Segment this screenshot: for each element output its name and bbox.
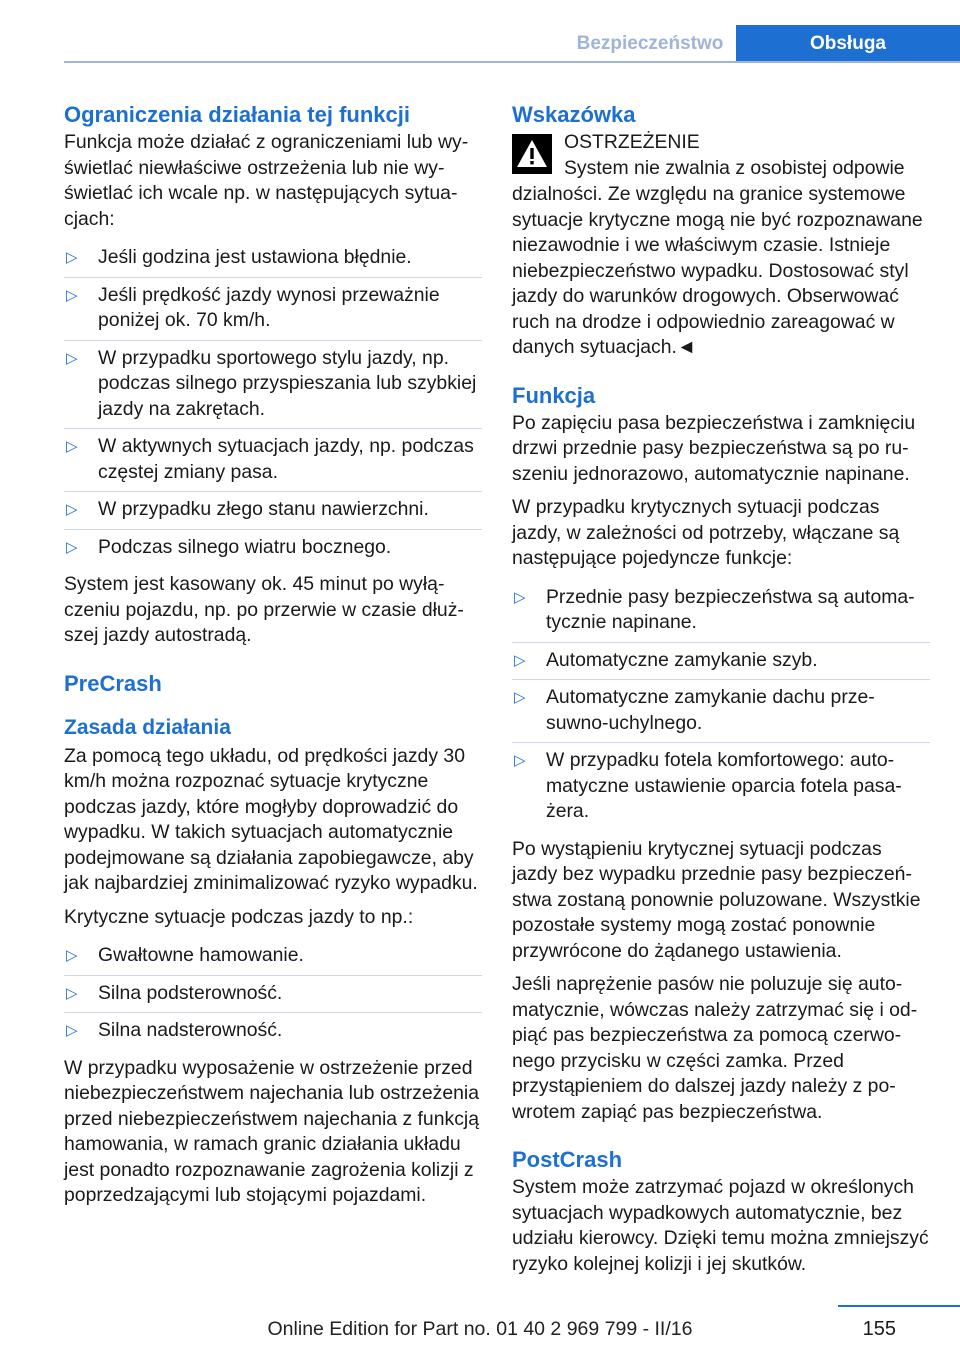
heading-limits: Ograniczenia działania tej funkcji xyxy=(64,102,410,127)
warning-box xyxy=(512,130,930,182)
header-divider xyxy=(64,61,960,63)
page-number-rule xyxy=(838,1305,960,1307)
triangle-bullet-icon: ▷ xyxy=(514,689,526,706)
triangle-bullet-icon: ▷ xyxy=(514,651,526,669)
triangle-bullet-icon: ▷ xyxy=(66,538,78,556)
list-item: ▷ Jeśli godzina jest ustawiona błędnie. xyxy=(64,240,482,278)
triangle-bullet-icon: ▷ xyxy=(514,752,526,769)
critical-list xyxy=(64,938,482,1050)
paragraph-release-belt: Jeśli naprężenie pasów nie poluzuje się automatycznie, wówczas należy zatrzymać się i odpiąć pas bezpieczeństwa za pomocą czerwonego przycisku w części zamka. Przed przystąpieniem do dalszej jazdy należy z powrotem zapiąć pas bezpieczeństwa. xyxy=(512,973,918,1123)
list-item: ▷ W przypadku fotela komfortowego: automatyczne ustawienie oparcia fotela pasażera. xyxy=(514,749,902,822)
list-item: ▷ Jeśli prędkość jazdy wynosi przeważnie poniżej ok. 70 km/h. xyxy=(64,278,482,341)
triangle-bullet-icon: ▷ xyxy=(66,438,78,455)
triangle-bullet-icon: ▷ xyxy=(66,1022,78,1039)
triangle-bullet-icon: ▷ xyxy=(66,501,78,518)
warning-text: dzialności. Ze względu na granice systemowe sytuacje krytyczne mogą nie być rozpoznawane niezawodnie i we właściwym czasie. Istnieje niebezpieczeństwo wypadku. Dostosować styl jazdy do warunków drogowych. Obserwować ruch na drodze i odpowiednio zareagować w danych sytuacjach.◄ xyxy=(512,183,923,358)
heading-postcrash: PostCrash xyxy=(512,1147,623,1172)
list-item: ▷ Silna nadsterowność. xyxy=(64,1013,482,1050)
list-item: ▷ W przypadku sportowego stylu jazdy, np. podczas silnego przyspieszania lub szybkiej jazdy na zakrętach. xyxy=(64,341,482,430)
paragraph-function: Po zapięciu pasa bezpieczeństwa i zamknięciu drzwi przednie pasy bezpieczeństwa są po ruszeniu jednorazowo, automatycznie napinane. xyxy=(512,411,916,485)
function-list xyxy=(512,580,930,831)
header-section-tab[interactable]: Bezpieczeństwo xyxy=(564,25,736,62)
paragraph-critical-situations: Krytyczne sytuacje podczas jazdy to np.: xyxy=(64,905,414,928)
list-item: ▷ Gwałtowne hamowanie. xyxy=(64,938,482,976)
paragraph-reset: System jest kasowany ok. 45 minut po wyłączeniu pojazdu, np. po przerwie w czasie dłuższej jazdy autostradą. xyxy=(64,573,464,646)
edition-text: Online Edition for Part no. 01 40 2 969 799 - II/16 xyxy=(267,1318,693,1340)
heading-note: Wskazówka xyxy=(512,102,636,127)
page-header xyxy=(564,25,960,62)
right-column xyxy=(512,100,930,1285)
triangle-bullet-icon: ▷ xyxy=(66,286,78,304)
list-item: ▷ Silna podsterowność. xyxy=(64,976,482,1014)
list-item: ▷ W przypadku złego stanu nawierzchni. xyxy=(64,492,482,530)
paragraph-after-crash: Po wystąpieniu krytycznej sytuacji podczas jazdy bez wypadku przednie pasy bezpieczeństwa zostaną ponownie poluzowane. Wszystkie pozostałe systemy mogą zostać ponownie przywrócone do żądanego ustawienia. xyxy=(512,837,921,962)
triangle-bullet-icon: ▷ xyxy=(66,947,78,964)
limits-list xyxy=(64,240,482,566)
header-chapter-tab[interactable]: Obsługa xyxy=(736,25,960,62)
heading-principle: Zasada działania xyxy=(64,715,231,739)
list-item: ▷ Przednie pasy bezpieczeństwa są automatycznie napinane. xyxy=(512,580,930,643)
paragraph-postcrash: System może zatrzymać pojazd w określonych sytuacjach wypadkowych automatycznie, bez udziału kierowcy. Dzięki temu można zmniejszyć ryzyko kolejnej kolizji i jej skutków. xyxy=(512,1176,929,1275)
list-item: ▷ W aktywnych sytuacjach jazdy, np. podczas częstej zmiany pasa. xyxy=(64,429,482,492)
triangle-bullet-icon: ▷ xyxy=(66,249,78,266)
footer-edition xyxy=(0,1318,960,1341)
paragraph-equipment: W przypadku wyposażenie w ostrzeżenie przed niebezpieczeństwem najechania lub ostrzeżenia przed niebezpieczeństwem najechania z funkcją hamowania, w ramach granic działania układu jest ponadto rozpoznawanie zagrożenia kolizji z poprzedzającymi lub stojącymi pojazdami. xyxy=(64,1056,479,1206)
heading-function: Funkcja xyxy=(512,382,596,408)
list-item: ▷ Automatyczne zamykanie dachu przesuwno-uchylnego. xyxy=(512,680,930,743)
triangle-bullet-icon: ▷ xyxy=(66,984,78,1002)
page-number: 155 xyxy=(862,1318,896,1340)
list-item: ▷ Automatyczne zamykanie szyb. xyxy=(512,643,930,681)
paragraph-limits: Funkcja może działać z ograniczeniami lub wyświetlać niewłaściwe ostrzeżenia lub nie wyświetlać ich wcale np. w następujących sytuacjach: xyxy=(64,131,469,230)
triangle-bullet-icon: ▷ xyxy=(514,588,526,606)
left-column xyxy=(64,100,482,1217)
warning-title: OSTRZEŻENIE xyxy=(564,131,700,153)
heading-precrash: PreCrash xyxy=(64,670,162,696)
triangle-bullet-icon: ▷ xyxy=(66,349,78,367)
paragraph-critical-functions: W przypadku krytycznych sytuacji podczas jazdy, w zależności od potrzeby, włączane są następujące pojedyncze funkcje: xyxy=(512,496,900,569)
paragraph-principle: Za pomocą tego układu, od prędkości jazdy 30 km/h można rozpoznać sytuacje krytyczne podczas jazdy, które mogłyby doprowadzić do wypadku. W takich sytuacjach automatycznie podejmowane są działania zapobiegawcze, aby jak najbardziej zminimalizować ryzyko wypadku. xyxy=(64,744,478,894)
list-item: ▷ Podczas silnego wiatru bocznego. xyxy=(64,530,482,567)
warning-first-line: System nie zwalnia z osobistej odpowie xyxy=(564,156,905,179)
warning-triangle-icon xyxy=(512,134,552,174)
